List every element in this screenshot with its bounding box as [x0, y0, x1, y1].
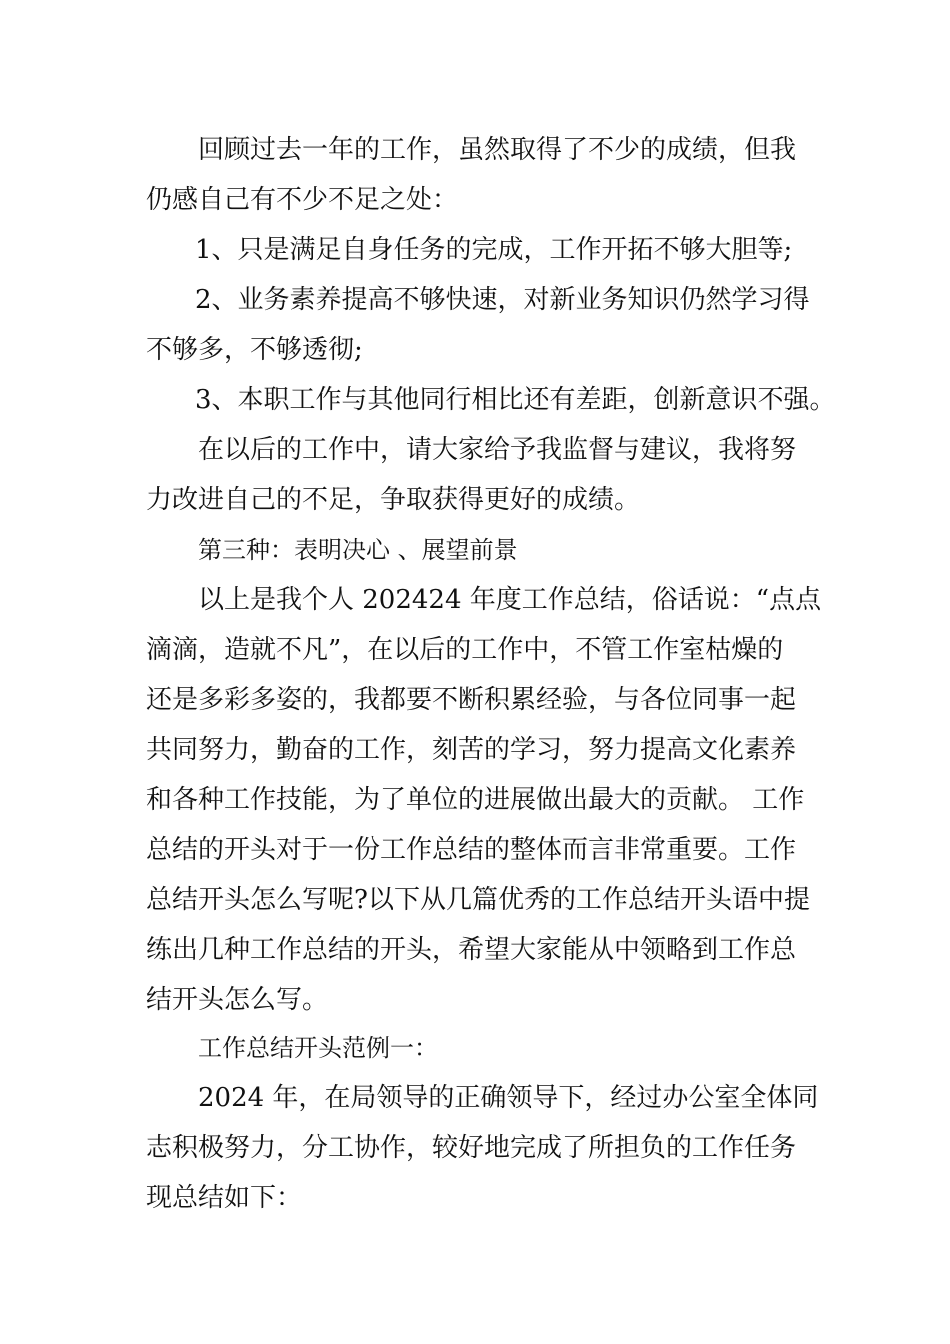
section-heading: 第三种：表明决心 、展望前景: [198, 536, 518, 564]
text-line: 共同努力，勤奋的工作，刻苦的学习，努力提高文化素养: [146, 735, 797, 765]
text-line: 2024 年，在局领导的正确领导下，经过办公室全体同: [198, 1083, 819, 1113]
text-line: 结开头怎么写。: [146, 985, 329, 1015]
text-line: 志积极努力，分工协作，较好地完成了所担负的工作任务: [146, 1133, 797, 1163]
text-line: 练出几种工作总结的开头，希望大家能从中领略到工作总: [146, 935, 797, 965]
text-line: 以上是我个人 202424 年度工作总结，俗话说：“点点: [198, 585, 822, 615]
text-line: 总结开头怎么写呢?以下从几篇优秀的工作总结开头语中提: [146, 885, 810, 915]
section-heading: 工作总结开头范例一：: [198, 1034, 438, 1062]
text-line: 现总结如下：: [146, 1183, 303, 1213]
text-line: 回顾过去一年的工作，虽然取得了不少的成绩，但我: [198, 135, 797, 165]
text-line: 在以后的工作中，请大家给予我监督与建议，我将努: [198, 435, 797, 465]
list-item: 2、业务素养提高不够快速，对新业务知识仍然学习得: [195, 285, 810, 315]
list-item: 1、只是满足自身任务的完成，工作开拓不够大胆等;: [195, 235, 793, 265]
text-line: 总结的开头对于一份工作总结的整体而言非常重要。工作: [146, 835, 797, 865]
text-line: 仍感自己有不少不足之处：: [146, 185, 459, 215]
text-line: 和各种工作技能，为了单位的进展做出最大的贡献。 工作: [146, 785, 805, 815]
list-item: 3、本职工作与其他同行相比还有差距，创新意识不强。: [195, 385, 836, 415]
text-line: 力改进自己的不足，争取获得更好的成绩。: [146, 485, 641, 515]
text-line: 还是多彩多姿的，我都要不断积累经验，与各位同事一起: [146, 685, 797, 715]
text-line: 不够多，不够透彻;: [146, 335, 363, 365]
text-line: 滴滴，造就不凡”，在以后的工作中，不管工作室枯燥的: [146, 635, 784, 665]
